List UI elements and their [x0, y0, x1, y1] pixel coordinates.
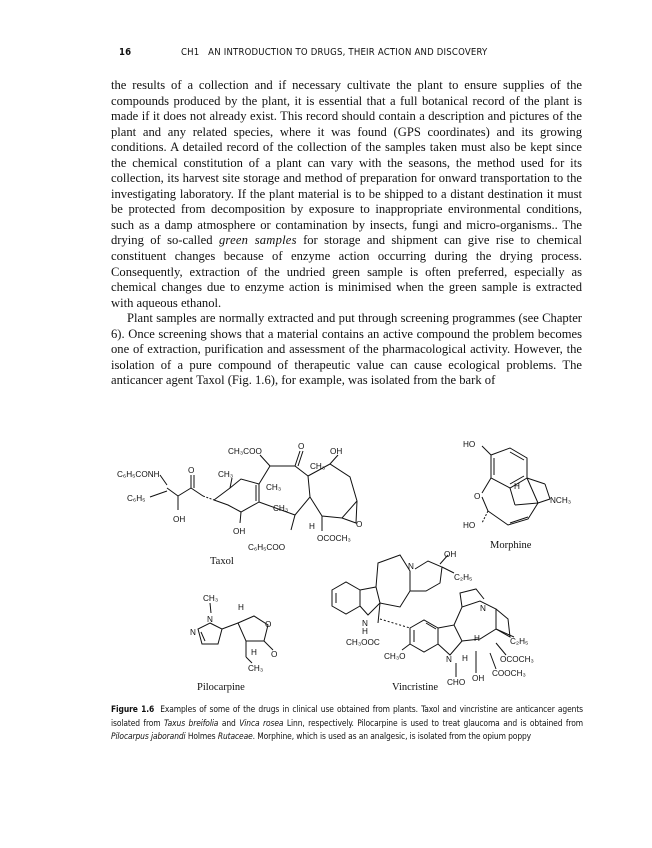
label-taxol: Taxol: [210, 556, 234, 567]
atom-c6h5: C₆H₅: [127, 494, 146, 503]
atom-n-vindoline: N: [480, 604, 486, 613]
atom-oh-vincristine: OH: [444, 550, 457, 559]
atom-h-taxol: H: [309, 522, 315, 531]
atom-ococh3: OCOCH₃: [317, 534, 351, 543]
atom-c2h5-lower: C₂H₅: [510, 637, 529, 646]
atom-c6h5conh: C₆H₅CONH: [117, 470, 160, 479]
caption-text-d: Holmes: [185, 731, 218, 742]
atom-o-ketone: O: [298, 442, 305, 451]
atom-nch3: NCH₃: [550, 496, 572, 505]
running-header: [119, 47, 589, 61]
pilocarpine-structure: [190, 594, 277, 673]
atom-n-pilo-2: N: [190, 628, 196, 637]
body-text: [111, 78, 582, 389]
emphasis-green-samples: green samples: [218, 233, 297, 248]
caption-em-rutaceae: Rutaceae: [217, 731, 253, 742]
caption-em-pilocarpus: Pilocarpus jaborandi: [111, 731, 186, 742]
atom-c2h5-upper: C₂H₅: [454, 573, 473, 582]
page-number: 16: [119, 47, 132, 58]
atom-n-indole: N: [362, 619, 368, 628]
atom-ho-morphine-top: HO: [463, 440, 476, 449]
figure-caption: [111, 703, 583, 744]
atom-h-vindoline: H: [474, 634, 480, 643]
atom-h-indole: H: [362, 627, 368, 636]
atom-ch3coo: CH₃COO: [228, 447, 262, 456]
caption-text-b: and: [218, 717, 240, 728]
atom-h-pilo-2: H: [251, 648, 257, 657]
taxol-structure: [117, 442, 362, 552]
paragraph-1-part-b: for storage and shipment can give rise to chemical constituent changes because of enzyme action occurring during the drying process. Consequently, extraction of the undried green sample is often preferred, especially as chemical changes due to enzyme action is minimised when the green sample is extracted with aqueous ethanol.: [111, 233, 582, 310]
caption-em-taxus: Taxus breifolia: [164, 717, 219, 728]
atom-ococh3-vincristine: OCOCH₃: [500, 655, 534, 664]
atom-cooch3: COOCH₃: [492, 669, 526, 678]
atom-ch3-a: CH₃: [218, 470, 234, 479]
label-pilocarpine: Pilocarpine: [197, 682, 245, 693]
atom-ch3o: CH₃O: [384, 652, 406, 661]
atom-oh-sidechain: OH: [173, 515, 186, 524]
paragraph-2: Plant samples are normally extracted and put through screening programmes (see Chapter 6). Once screening shows that a material contains an active compound the problem becomes one of extraction, purification and assessment of the pharmacological activity. However, the isolation of a pure compound of therapeutic value can cause ecological problems. The anticancer agent Taxol (Fig. 1.6), for example, was isolated from the bark of: [111, 311, 582, 388]
atom-h-morphine: H: [514, 482, 520, 491]
atom-oh-lower: OH: [472, 674, 485, 683]
chemical-structures: [110, 433, 592, 695]
atom-h-pilo-1: H: [238, 603, 244, 612]
atom-n-upper: N: [408, 562, 414, 571]
atom-ch3-pilo-2: CH₃: [248, 664, 264, 673]
atom-ch3-b2: CH₃: [273, 504, 289, 513]
atom-h-lower: H: [462, 654, 468, 663]
atom-ch3-b1: CH₃: [266, 483, 282, 492]
atom-c6h5coo: C₆H₅COO: [248, 543, 286, 552]
atom-ch3-pilo: CH₃: [203, 594, 219, 603]
figure-1-6: [110, 433, 592, 695]
morphine-structure: [463, 440, 571, 530]
label-morphine: Morphine: [490, 540, 532, 551]
paragraph-1: [111, 78, 582, 311]
atom-n-pilo-1: N: [207, 615, 213, 624]
atom-ch3-c: CH₃: [310, 462, 326, 471]
vincristine-structure: [332, 550, 534, 687]
running-title: CH1 AN INTRODUCTION TO DRUGS, THEIR ACTION AND DISCOVERY: [181, 47, 488, 58]
caption-em-vinca: Vinca rosea: [239, 717, 284, 728]
atom-o-morphine: O: [474, 492, 481, 501]
atom-cho: CHO: [447, 678, 466, 687]
caption-text-e: . Morphine, which is used as an analgesic, is isolated from the opium poppy: [252, 731, 532, 742]
atom-o-oxetane: O: [356, 520, 363, 529]
caption-text-c: Linn, respectively. Pilocarpine is used to treat glaucoma and is obtained from: [283, 717, 583, 728]
atom-ho-morphine-bottom: HO: [463, 521, 476, 530]
paragraph-1-part-a: the results of a collection and if necessary cultivate the plant to ensure supplies of the compounds produced by the plant, it is essential that a full botanical record of the plant is made if it does not already exist. This record should contain a description and pictures of the plant and any related species, where it was found (GPS coordinates) and its growing conditions. A detailed record of the collection of the samples taken must also be kept since the chemical constitution of a plant can vary with the seasons, the method used for its collection, its harvest site storage and method of preparation for onward transportation to the investigating laboratory. If the plant material is to be shipped to a distant destination it must be protected from decomposition by exposure to inappropriate environmental conditions, such as a damp atmosphere or contamination by insects, fungi and micro-organisms.. The drying of so-called: [111, 78, 582, 248]
caption-text-a: Examples of some of the drugs in clinical use obtained from plants. Taxol and vincristine are anticancer agents isolated from: [111, 704, 583, 728]
atom-o-sidechain: O: [188, 466, 195, 475]
atom-ch3ooc: CH₃OOC: [346, 638, 380, 647]
atom-oh-b: OH: [233, 527, 246, 536]
atom-oh-c: OH: [330, 447, 343, 456]
atom-n-lower: N: [446, 655, 452, 664]
atom-o-pilo-carbonyl: O: [271, 650, 278, 659]
figure-label: Figure 1.6: [111, 704, 155, 714]
atom-o-pilo-ring: O: [265, 620, 272, 629]
label-vincristine: Vincristine: [392, 682, 439, 693]
